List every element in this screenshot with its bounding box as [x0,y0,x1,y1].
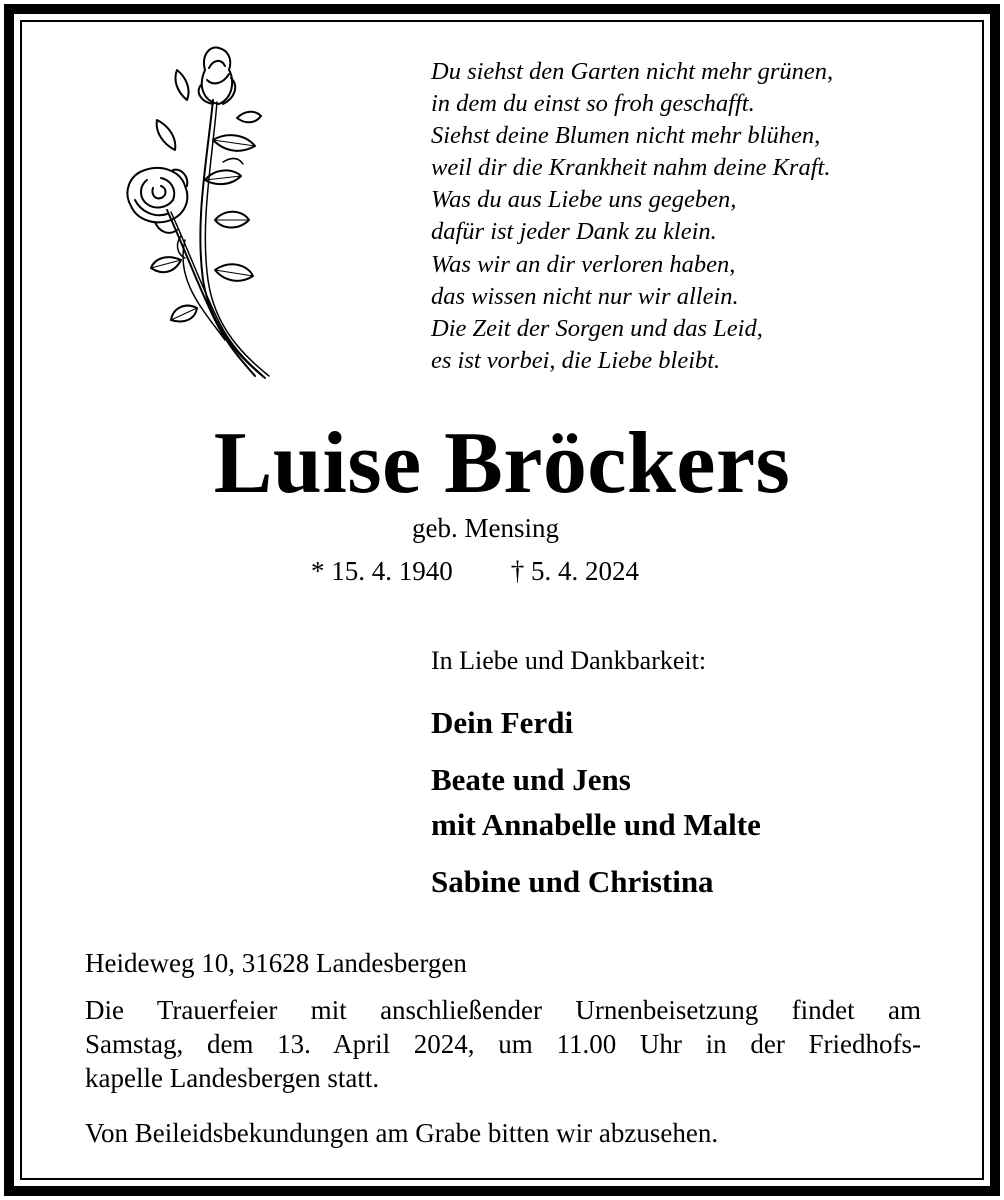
death-date: † 5. 4. 2024 [510,556,639,586]
condolence-note: Von Beileidsbekundungen am Grabe bitten wir abzusehen. [85,1118,719,1148]
ceremony-notice [85,993,921,1095]
rose-icon [115,40,280,380]
poem-line: das wissen nicht nur wir allein. [431,282,739,310]
poem-line: Siehst deine Blumen nicht mehr blühen, [431,122,821,150]
address: Heideweg 10, 31628 Landesbergen [85,948,467,978]
birth-date: * 15. 4. 1940 [311,556,453,586]
poem-line: dafür ist jeder Dank zu klein. [431,218,717,246]
mourner-line: Beate und Jens [431,762,631,797]
mourners-intro: In Liebe und Dankbarkeit: [431,646,707,675]
ceremony-line: Die Trauerfeier mit anschließender Urnenbeisetzung findet am [85,995,921,1025]
ceremony-line: Samstag, dem 13. April 2024, um 11.00 Uhr in der Friedhofs- [85,1029,921,1059]
poem-line: Was du aus Liebe uns gegeben, [431,186,737,214]
mourner-line: Dein Ferdi [431,705,574,740]
poem-line: in dem du einst so froh geschafft. [431,90,755,118]
poem-line: Was wir an dir verloren haben, [431,250,736,278]
mourners-list [431,700,761,904]
poem-line: weil dir die Krankheit nahm deine Kraft. [431,154,831,182]
mourner-line: Sabine und Christina [431,864,714,899]
deceased-name: Luise Bröckers [213,415,791,512]
mourner-line: mit Annabelle und Malte [431,807,761,842]
poem [431,56,951,377]
poem-line: Die Zeit der Sorgen und das Leid, [431,314,763,342]
poem-line: Du siehst den Garten nicht mehr grünen, [431,58,834,85]
ceremony-line: kapelle Landesbergen statt. [85,1063,380,1093]
maiden-name: geb. Mensing [412,513,559,543]
poem-line: es ist vorbei, die Liebe bleibt. [431,346,721,374]
life-dates [311,554,639,588]
